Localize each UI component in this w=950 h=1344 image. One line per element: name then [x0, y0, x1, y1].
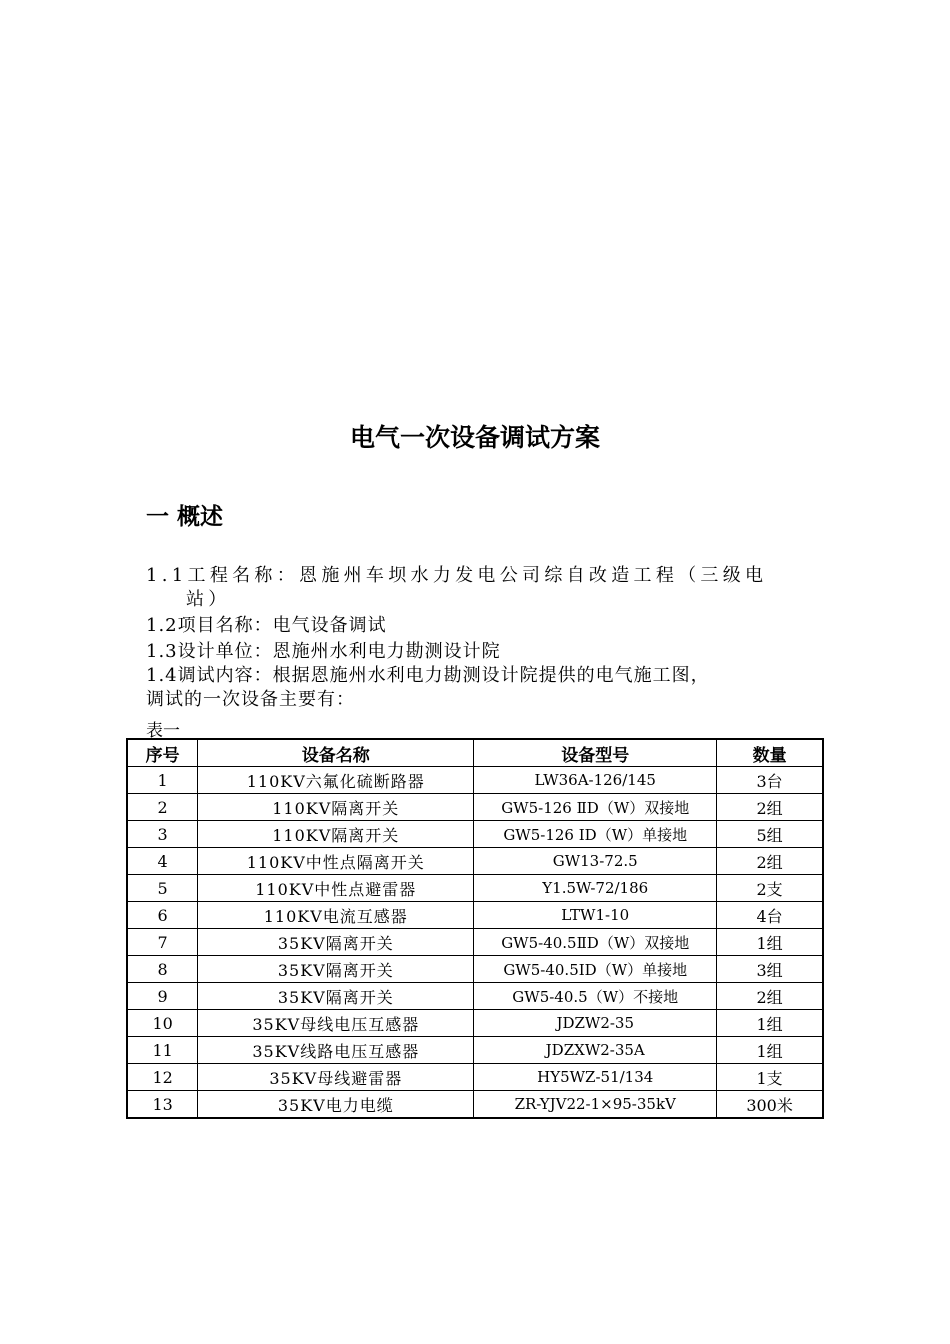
table-row	[127, 1010, 823, 1037]
cell-quantity: 5组	[717, 821, 823, 848]
cell-quantity: 4台	[717, 902, 823, 929]
cell-serial: 10	[127, 1010, 198, 1037]
cell-model: HY5WZ-51/134	[474, 1064, 717, 1091]
item-1-2: 1.2项目名称：电气设备调试	[146, 615, 387, 636]
item-1-4-line1: 1.4调试内容：根据恩施州水利电力勘测设计院提供的电气施工图，	[146, 665, 710, 686]
document-title: 电气一次设备调试方案	[349, 423, 600, 452]
cell-quantity: 1组	[717, 1037, 823, 1064]
cell-name: 35KV母线避雷器	[198, 1064, 474, 1091]
table-row	[127, 1091, 823, 1119]
item-1-1-line1: 1.1工程名称：恩施州车坝水力发电公司综自改造工程（三级电	[146, 565, 768, 586]
cell-name: 110KV六氟化硫断路器	[198, 767, 474, 794]
cell-name: 110KV隔离开关	[198, 821, 474, 848]
cell-model: GW5-40.5ⅡD（W）双接地	[474, 929, 717, 956]
header-equipment-model: 设备型号	[474, 739, 717, 767]
cell-quantity: 2支	[717, 875, 823, 902]
cell-serial: 1	[127, 767, 198, 794]
item-1-4-line2: 调试的一次设备主要有：	[146, 689, 355, 710]
cell-name: 110KV中性点避雷器	[198, 875, 474, 902]
cell-serial: 12	[127, 1064, 198, 1091]
cell-quantity: 2组	[717, 794, 823, 821]
item-1-1	[146, 564, 811, 612]
cell-quantity: 1组	[717, 929, 823, 956]
cell-name: 35KV电力电缆	[198, 1091, 474, 1119]
cell-serial: 7	[127, 929, 198, 956]
cell-quantity: 2组	[717, 983, 823, 1010]
header-equipment-name: 设备名称	[198, 739, 474, 767]
table-row	[127, 902, 823, 929]
table-row	[127, 848, 823, 875]
cell-quantity: 1支	[717, 1064, 823, 1091]
cell-quantity: 2组	[717, 848, 823, 875]
header-quantity: 数量	[717, 739, 823, 767]
cell-quantity: 300米	[717, 1091, 823, 1119]
cell-model: GW5-126 ⅠD（W）单接地	[474, 821, 717, 848]
cell-model: LW36A-126/145	[474, 767, 717, 794]
cell-model: JDZW2-35	[474, 1010, 717, 1037]
table-row	[127, 794, 823, 821]
table-header-row	[127, 739, 823, 767]
cell-quantity: 3组	[717, 956, 823, 983]
cell-name: 110KV隔离开关	[198, 794, 474, 821]
item-1-3: 1.3设计单位：恩施州水利电力勘测设计院	[146, 641, 501, 662]
cell-serial: 9	[127, 983, 198, 1010]
cell-serial: 3	[127, 821, 198, 848]
cell-serial: 2	[127, 794, 198, 821]
cell-name: 110KV电流互感器	[198, 902, 474, 929]
table-row	[127, 875, 823, 902]
cell-model: JDZXW2-35A	[474, 1037, 717, 1064]
cell-quantity: 1组	[717, 1010, 823, 1037]
table-row	[127, 821, 823, 848]
item-1-1-line2: 站）	[186, 589, 231, 610]
cell-model: LTW1-10	[474, 902, 717, 929]
table-row	[127, 956, 823, 983]
table-caption: 表一	[146, 721, 180, 741]
cell-serial: 11	[127, 1037, 198, 1064]
cell-model: GW5-126 ⅡD（W）双接地	[474, 794, 717, 821]
table-row	[127, 929, 823, 956]
cell-serial: 5	[127, 875, 198, 902]
header-serial: 序号	[127, 739, 198, 767]
cell-name: 35KV隔离开关	[198, 956, 474, 983]
cell-quantity: 3台	[717, 767, 823, 794]
equipment-table	[126, 738, 824, 1119]
cell-model: GW13-72.5	[474, 848, 717, 875]
cell-serial: 13	[127, 1091, 198, 1119]
item-1-4	[146, 664, 811, 712]
table-row	[127, 1064, 823, 1091]
cell-model: GW5-40.5（W）不接地	[474, 983, 717, 1010]
cell-model: GW5-40.5ⅠD（W）单接地	[474, 956, 717, 983]
cell-model: ZR-YJV22-1×95-35kV	[474, 1091, 717, 1119]
cell-name: 35KV隔离开关	[198, 929, 474, 956]
table-row	[127, 767, 823, 794]
cell-name: 35KV隔离开关	[198, 983, 474, 1010]
cell-name: 35KV母线电压互感器	[198, 1010, 474, 1037]
cell-serial: 4	[127, 848, 198, 875]
table-row	[127, 983, 823, 1010]
cell-model: Y1.5W-72/186	[474, 875, 717, 902]
section-heading-overview: 一 概述	[146, 504, 224, 530]
cell-name: 110KV中性点隔离开关	[198, 848, 474, 875]
cell-serial: 8	[127, 956, 198, 983]
cell-name: 35KV线路电压互感器	[198, 1037, 474, 1064]
table-row	[127, 1037, 823, 1064]
cell-serial: 6	[127, 902, 198, 929]
